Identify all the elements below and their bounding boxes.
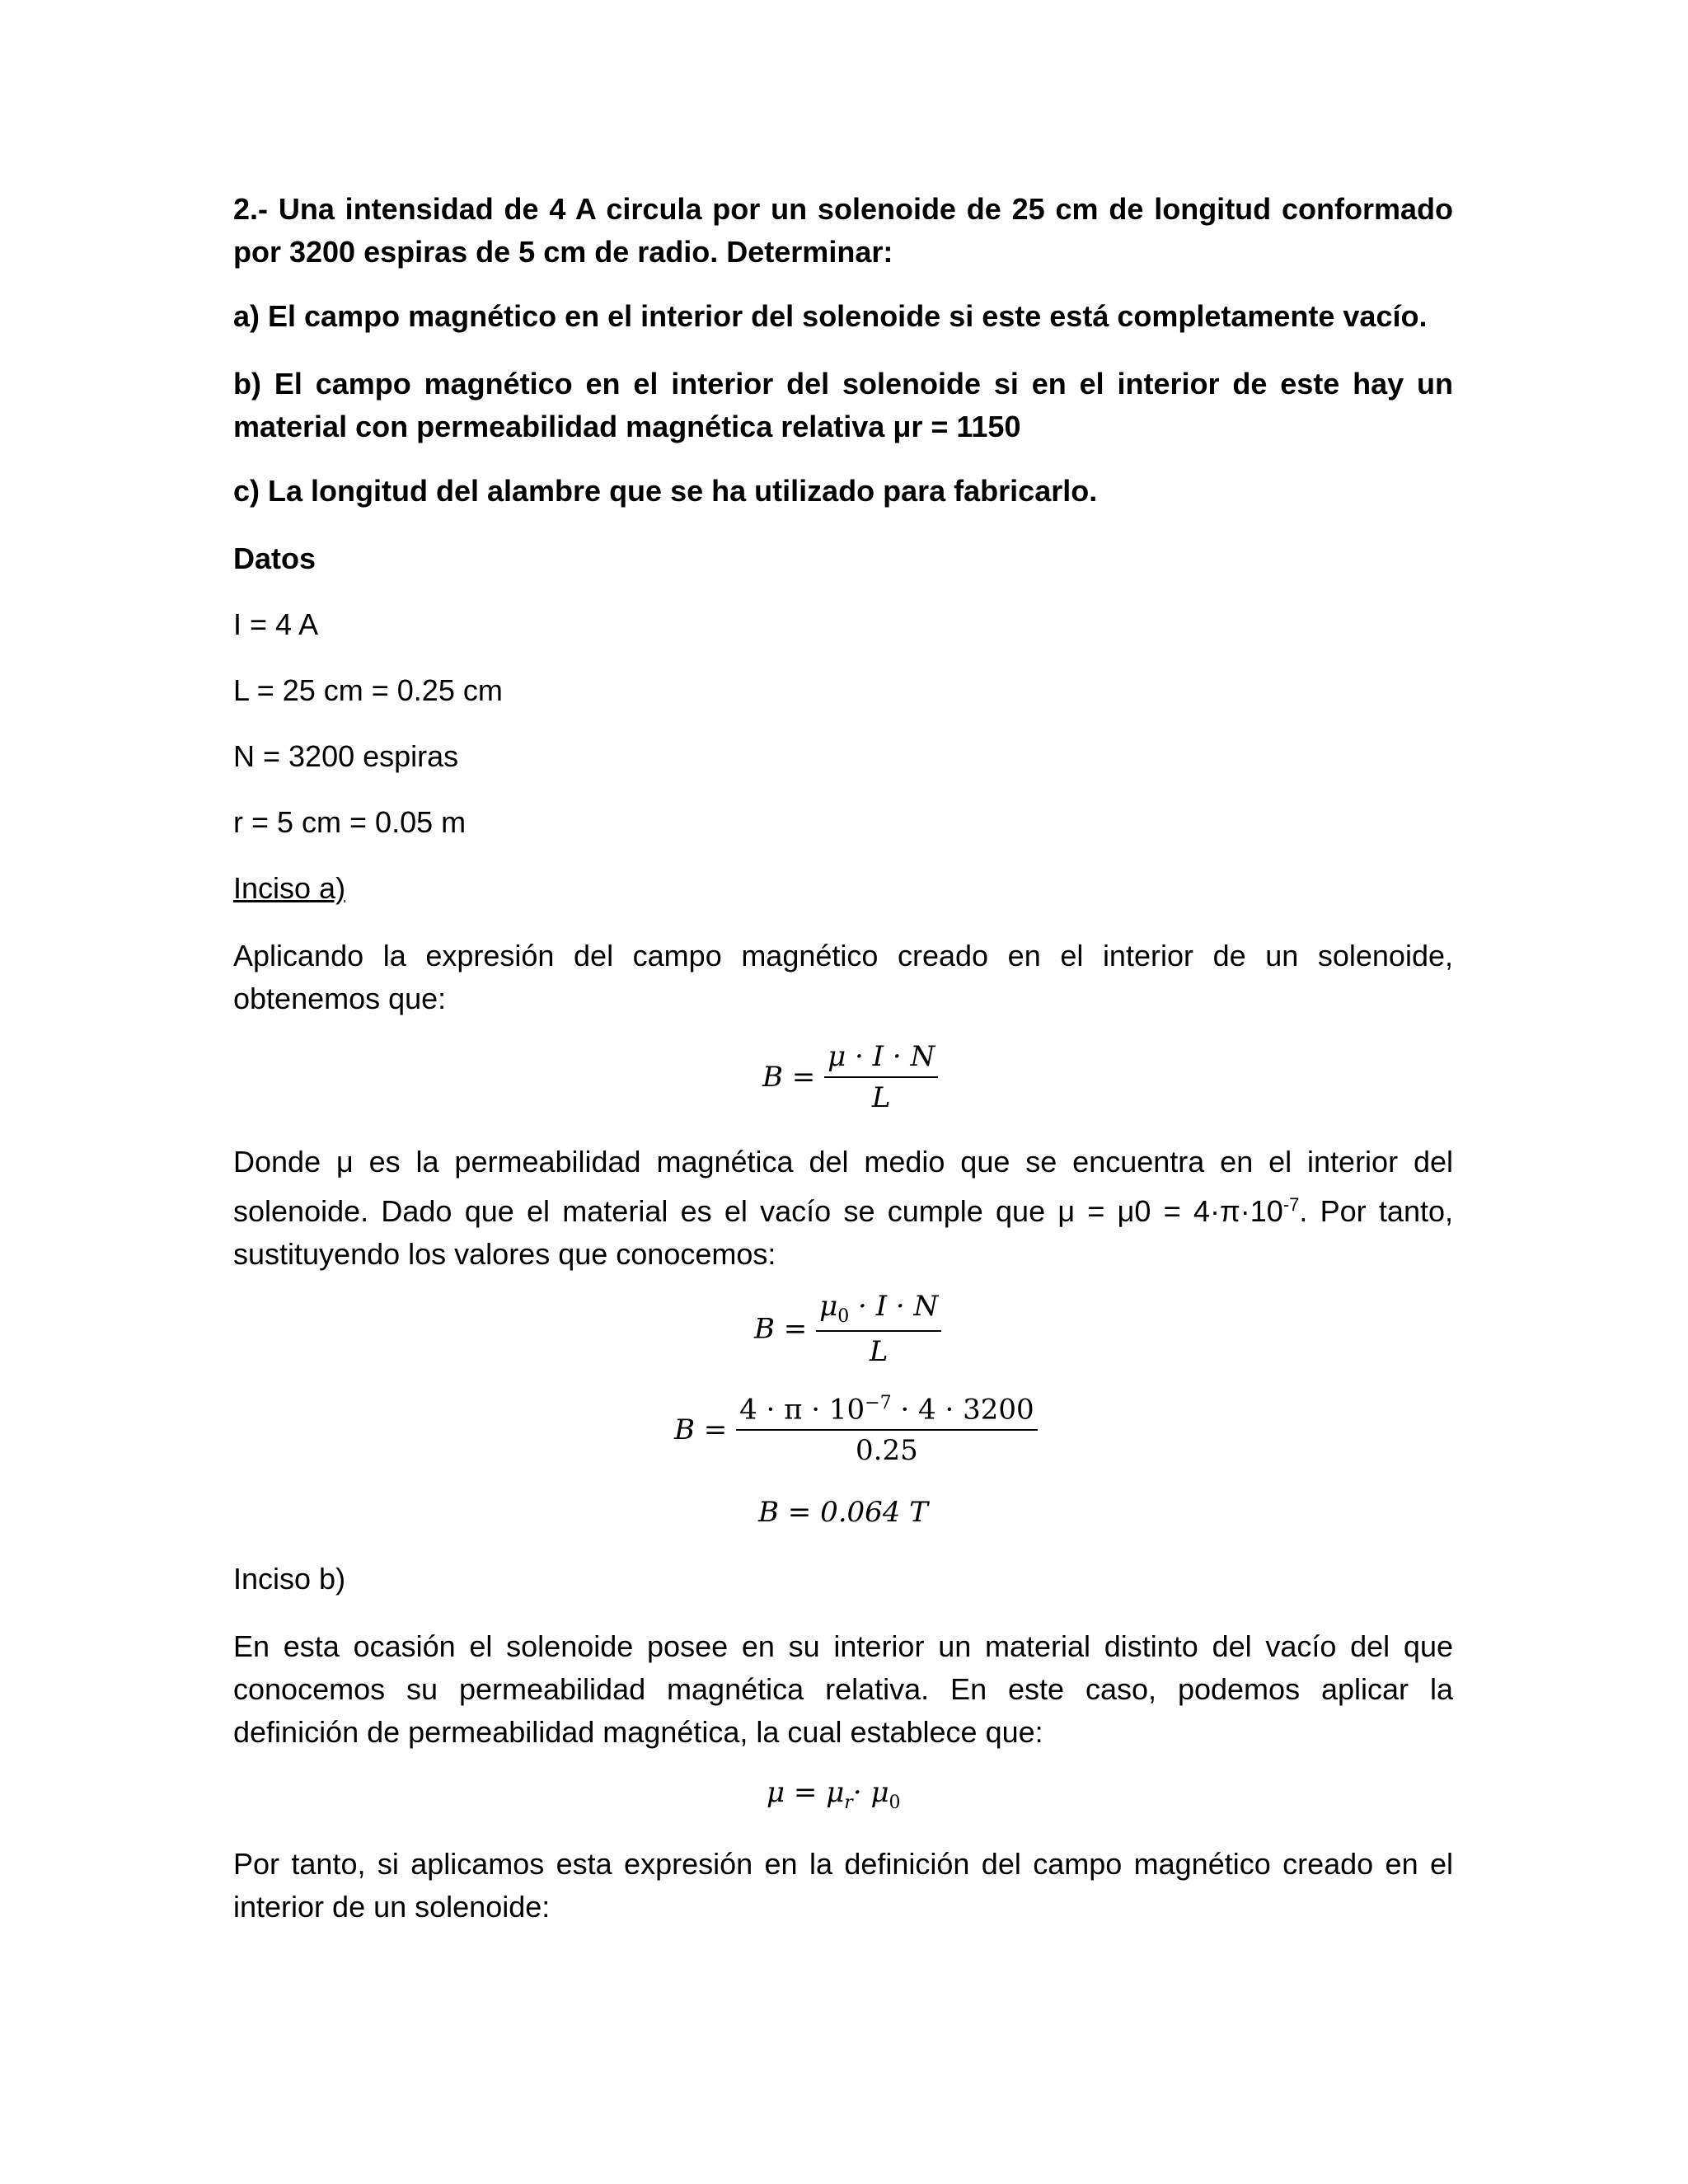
mu-symbol: μ [819, 1290, 838, 1323]
equation-numerator [736, 1393, 1038, 1429]
equation-b-substituted [674, 1393, 1038, 1467]
equation-part-b: · μ [852, 1776, 889, 1809]
equation-lhs: B = [762, 1061, 816, 1094]
equation-lhs: B = [754, 1312, 808, 1346]
equation-b-vacuum [754, 1290, 941, 1368]
dato-longitud: L = 25 cm = 0.25 cm [233, 673, 503, 707]
equation-part-a: μ = μ [767, 1776, 845, 1809]
equation-permeability [767, 1776, 901, 1813]
subscript-0: 0 [889, 1792, 901, 1813]
question-b: b) El campo magnético en el interior del solenoide si en el interior de este hay un material con permeabilidad magnética relativa μr = 1150 [233, 367, 1453, 443]
numerator-rest: · I · N [849, 1290, 939, 1323]
equation-fraction [816, 1290, 941, 1368]
inciso-a-paragraph-1: Aplicando la expresión del campo magnético creado en el interior de un solenoide, obtenemos que: [233, 939, 1453, 1015]
equation-b-result: B = 0.064 T [758, 1496, 928, 1529]
equation-fraction [736, 1393, 1038, 1467]
paragraph-text-end: . Por tanto, sustituyendo los valores que conocemos: [233, 1194, 1453, 1271]
inciso-a-paragraph-2 [233, 1141, 1453, 1276]
equation-b-general [762, 1040, 938, 1114]
equation-fraction [824, 1040, 938, 1114]
mu-subscript: 0 [837, 1305, 850, 1327]
inciso-b-paragraph-2: Por tanto, si aplicamos esta expresión en la definición del campo magnético creado en el interior de un solenoide: [233, 1847, 1453, 1924]
inciso-b-paragraph-1: En esta ocasión el solenoide posee en su interior un material distinto del vacío del que conocemos su permeabilidad magnética relativa. En este caso, podemos aplicar la definición de permeabilidad magnética, la cual establece que: [233, 1629, 1453, 1749]
problem-statement: 2.- Una intensidad de 4 A circula por un solenoide de 25 cm de longitud conformado por 3200 espiras de 5 cm de radio. Determinar: [233, 192, 1453, 269]
equation-numerator: μ · I · N [828, 1040, 935, 1073]
question-c: c) La longitud del alambre que se ha utilizado para fabricarlo. [233, 474, 1098, 508]
exponent: -7 [1282, 1194, 1300, 1215]
equation-denominator: L [816, 1330, 941, 1368]
inciso-a-heading: Inciso a) [233, 871, 346, 905]
exponent: −7 [865, 1393, 892, 1413]
dato-intensidad: I = 4 A [233, 607, 319, 641]
equation-denominator: 0.25 [736, 1429, 1038, 1467]
inciso-b-heading: Inciso b) [233, 1562, 346, 1596]
equation-denominator: L [824, 1076, 938, 1114]
numerator-part-a: 4 · π · 10 [739, 1393, 865, 1427]
equation-lhs: B = [674, 1413, 728, 1447]
datos-heading: Datos [233, 541, 316, 575]
paragraph-text: Donde μ es la permeabilidad magnética del medio que se encuentra en el interior del solenoide. Dado que el material es el vacío se cumple que μ = μ0 = 4·π·10 [233, 1145, 1453, 1228]
subscript-r: r [844, 1792, 853, 1813]
dato-radio: r = 5 cm = 0.05 m [233, 805, 467, 839]
numerator-part-b: · 4 · 3200 [891, 1393, 1034, 1427]
dato-espiras: N = 3200 espiras [233, 739, 459, 773]
equation-numerator [816, 1290, 941, 1330]
question-a: a) El campo magnético en el interior del solenoide si este está completamente vacío. [233, 299, 1428, 333]
